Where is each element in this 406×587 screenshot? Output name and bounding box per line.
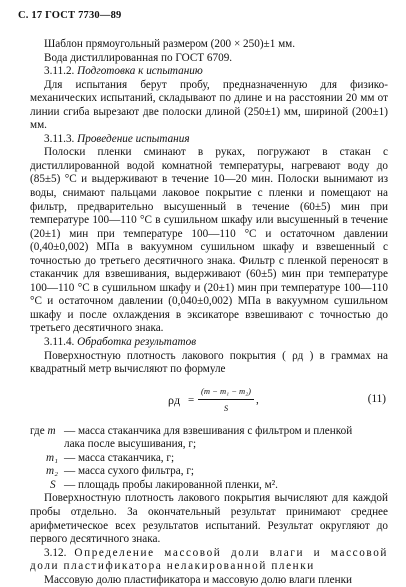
formula-equals: = [188,393,195,406]
formula-denominator: S [223,403,229,414]
section-heading [30,547,388,574]
where-item [30,425,388,439]
where-symbol: m₂ [46,465,58,478]
section-number: 3.12. [44,546,67,559]
where-symbol: m₁ [46,451,58,464]
paragraph: Для испытания берут пробу, предназначенную для физико-механических испытаний, складывают по длине и на расстоянии 20 мм от линии сгиба вырезают две полоски длиной (250±1) мм, шириной (200±1) мм. [30,78,388,132]
formula-comma: , [256,393,259,406]
running-header: С. 17 ГОСТ 7730—89 [18,10,122,21]
section-title: Проведение испытания [77,132,190,145]
where-lead: где [30,424,45,437]
document-body [30,38,388,587]
formula-lhs: ρд [168,392,181,407]
where-continuation: лака после высушивания, г; [64,438,197,451]
section-heading [30,65,388,79]
formula-number: (11) [367,392,386,405]
section-heading [30,336,388,350]
where-definition: — масса стаканчика, г; [64,451,175,464]
section-number: 3.11.2. [44,65,75,78]
where-definition: — площадь пробы лакированной пленки, м². [64,478,278,491]
paragraph: Массовую долю пластификатора и массовую долю влаги пленки [44,573,353,586]
where-symbol: m [47,424,56,437]
formula-fraction [198,385,254,416]
paragraph: Поверхностную плотность лакового покрытия ( ρд ) в граммах на квадратный метр вычисляют по формуле [30,349,388,376]
section-title: Подготовка к испытанию [77,65,203,78]
formula [30,383,388,423]
where-item [30,465,388,479]
where-definition: — масса сухого фильтра, г; [64,465,195,478]
where-item [30,479,388,493]
text-line: Шаблон прямоугольный размером (200 × 250)±1 мм. [44,38,296,50]
paragraph: Полоски пленки сминают в руках, погружают в стакан с дистиллированной водой комнатной температуры, нагревают воду до (85±5) °С и выдерживают в течение 10—20 мин. Полоски вынимают из воды, снимают пальцами лаковое покрытие с пленки и помещают на фильтр, предварительно высушенный в течение (60±5) мин при температуре 100—110 °С в сушильном шкафу или высушенный в течение (20±1) мин при температуре 100—110 °С и остаточном давлении (0,40±0,002) МПа в вакуумном сушильном шкафу и взвешенный с точностью до третьего десятичного знака. Фильтр с пленкой переносят в стаканчик для взвешивания, выдерживают (60±5) мин при температуре 100—110 °С в сушильном шкафу и (20±1) мин при температуре 100—110 °С и остаточном давлении (0,040±0,002) МПа в вакуумном сушильном шкафу и после охлаждения в эксикаторе взвешивают с точностью до третьего десятичного знака. [30,146,388,335]
section-number: 3.11.3. [44,132,75,145]
section-title: Обработка результатов [77,336,197,349]
where-symbol: S [50,478,56,491]
section-heading [30,133,388,147]
paragraph: Поверхностную плотность лакового покрытия вычисляют для каждой пробы отдельно. За окончательный результат принимают среднее арифметическое всех результатов испытаний. Результат округляют до первого десятичного знака. [30,492,388,546]
formula-numerator: (m − m₁ − m₂) [198,385,254,401]
section-number: 3.11.4. [44,336,75,349]
text-line: Вода дистиллированная по ГОСТ 6709. [44,51,233,64]
where-definition: — масса стаканчика для взвешивания с фильтром и пленкой [64,424,353,437]
section-title: Определение массовой доли влаги и массовой доли пластификатора нелакированной пленки [30,546,388,573]
where-item [30,452,388,466]
